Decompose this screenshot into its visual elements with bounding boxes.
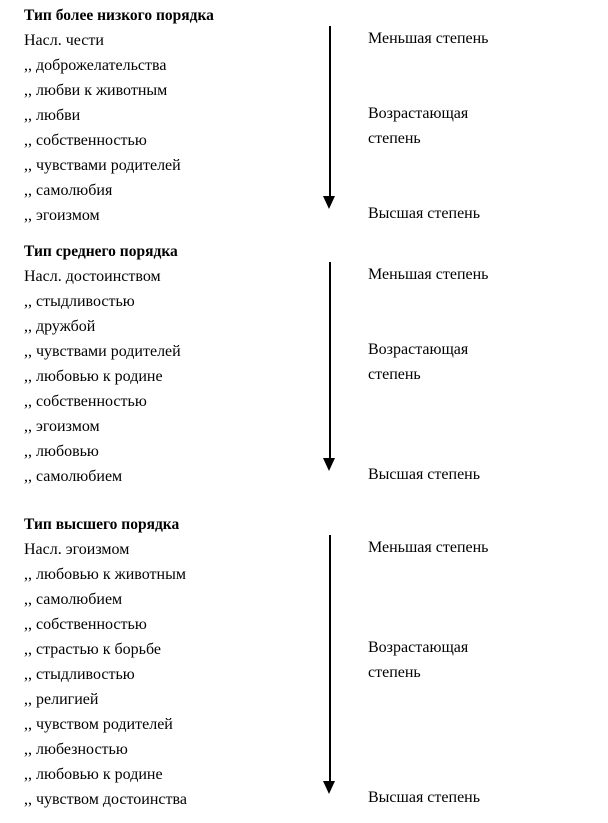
list-item: ,, любовью к родине [24,368,163,385]
annotation-increasing-degree-line1: Возрастающая [368,639,469,656]
list-item: ,, стыдливостью [24,666,135,683]
list-item: ,, собственностью [24,132,147,149]
list-item: ,, любви к животным [24,82,168,99]
section-item-list [0,537,608,812]
list-item: ,, чувствами родителей [24,157,181,174]
list-item: ,, любовью к животным [24,566,186,583]
list-item: ,, собственностью [24,393,147,410]
annotation-increasing-degree-line2: степень [368,664,421,681]
list-item: ,, доброжелательства [24,57,167,74]
section-higher-order [0,513,608,823]
list-item: ,, самолюбием [24,468,123,485]
section-item-list [0,264,608,489]
annotation-increasing-degree-line2: степень [368,366,421,383]
arrow-head [323,458,335,471]
list-item: ,, любви [24,107,81,124]
annotation-least-degree: Меньшая степень [368,30,489,47]
list-item: Насл. достоинством [24,268,161,285]
list-item: ,, любовью [24,443,99,460]
list-item: ,, стыдливостью [24,293,135,310]
arrow-shaft [329,26,331,196]
section-title: Тип высшего порядка [24,516,180,533]
section-lower-order [0,4,608,240]
list-item: ,, страстью к борьбе [24,641,161,658]
annotation-highest-degree: Высшая степень [368,466,481,483]
list-item: Насл. эгоизмом [24,541,130,558]
list-item: ,, любовью к родине [24,766,163,783]
annotation-increasing-degree-line1: Возрастающая [368,105,469,122]
section-title: Тип более низкого порядка [24,7,214,24]
list-item: ,, дружбой [24,318,96,335]
list-item: ,, чувствами родителей [24,343,181,360]
list-item: ,, любезностью [24,741,128,758]
list-item: ,, собственностью [24,616,147,633]
list-item: ,, самолюбием [24,591,123,608]
annotation-highest-degree: Высшая степень [368,789,481,806]
section-item-list [0,28,608,228]
list-item: ,, чувством достоинства [24,791,187,808]
list-item: Насл. чести [24,32,104,49]
section-middle-order [0,240,608,513]
annotation-least-degree: Меньшая степень [368,266,489,283]
arrow-shaft [329,262,331,458]
annotation-increasing-degree-line1: Возрастающая [368,341,469,358]
list-item: ,, религией [24,691,99,708]
arrow-shaft [329,535,331,781]
annotation-increasing-degree-line2: степень [368,130,421,147]
arrow-head [323,196,335,209]
arrow-head [323,781,335,794]
list-item: ,, чувством родителей [24,716,173,733]
section-title: Тип среднего порядка [24,243,178,260]
annotation-least-degree: Меньшая степень [368,539,489,556]
list-item: ,, самолюбия [24,182,113,199]
list-item: ,, эгоизмом [24,418,100,435]
annotation-highest-degree: Высшая степень [368,205,481,222]
list-item: ,, эгоизмом [24,207,100,224]
